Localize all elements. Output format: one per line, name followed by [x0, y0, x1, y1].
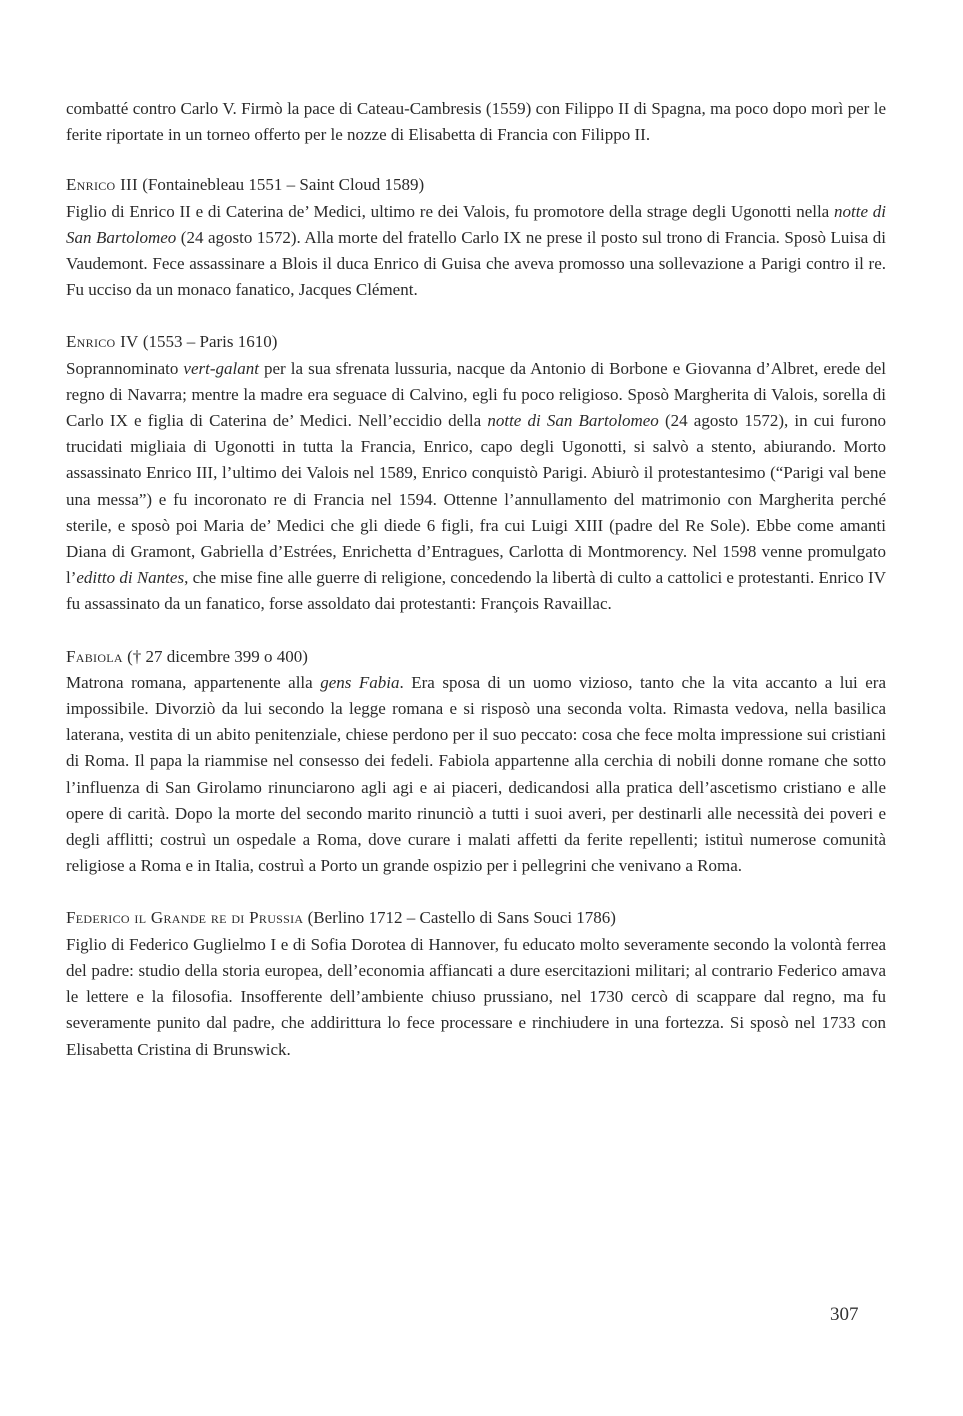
entry-dates: (Berlino 1712 – Castello di Sans Souci 1786) — [307, 908, 616, 928]
entry-name: Federico il Grande re di Prussia — [66, 908, 304, 928]
page-body — [66, 96, 886, 1089]
entry-heading — [66, 905, 886, 931]
entry-body: Figlio di Enrico II e di Caterina de’ Medici, ultimo re dei Valois, fu promotore della strage degli Ugonotti nella notte di San Bartolomeo (24 agosto 1572). Alla morte del fratello Carlo IX ne prese il posto sul trono di Francia. Sposò Luisa di Vaudemont. Fece assassinare a Blois il duca Enrico di Guisa che aveva promosso una sollevazione a Parigi contro il re. Fu ucciso da un monaco fanatico, Jacques Clément. — [66, 201, 887, 300]
entry-continuation — [66, 96, 886, 148]
entry-name: Enrico III — [66, 175, 138, 195]
entry-fabiola — [66, 644, 886, 880]
entry-name: Enrico IV — [66, 332, 139, 352]
entry-heading — [66, 644, 886, 670]
entry-body: Matrona romana, appartenente alla gens Fabia. Era sposa di un uomo vizioso, tanto che la vita accanto a lui era impossibile. Divorziò da lui secondo la legge romana e si risposò una seconda volta. Rimasta vedova, nella basilica laterana, vestita di un abito penitenziale, chiese perdono per il suo peccato: cosa che fece molta impressione sui cristiani di Roma. Il papa la riammise nel consesso dei fedeli. Fabiola appartenne alla cerchia di nobili donne romane che sotto l’influenza di San Girolamo rinunciarono agli agi e ai piaceri, dedicandosi alla pratica dell’ascetismo cristiano e alle opere di carità. Dopo la morte del secondo marito rinunciò a tutti i suoi averi, per destinarli alle necessità dei poveri e degli afflitti; costruì un ospedale a Roma, dove curare i malati affetti da ferite repellenti; istituì numerose comunità religiose a Roma e in Italia, costruì a Porto un grande ospizio per i pellegrini che venivano a Roma. — [66, 672, 886, 876]
entry-body: Soprannominato vert-galant per la sua sfrenata lussuria, nacque da Antonio di Borbone e Giovanna d’Albret, erede del regno di Navarra; mentre la madre era seguace di Calvino, egli fu poco religioso. Sposò Margherita di Valois, sorella di Carlo IX e figlia di Caterina de’ Medici. Nell’eccidio della notte di San Bartolomeo (24 agosto 1572), in cui furono trucidati migliaia di Ugonotti in tutta la Francia, Enrico, capo degli Ugonotti, si salvò a stento, abiurando. Morto assassinato Enrico III, l’ultimo dei Valois nel 1589, Enrico conquistò Parigi. Abiurò il protestantesimo (“Parigi val bene una messa”) e fu incoronato re di Francia nel 1594. Ottenne l’annullamento del matrimonio con Margherita perché sterile, e sposò poi Maria de’ Medici che gli diede 6 figli, fra cui Luigi XIII (padre del Re Sole). Ebbe come amanti Diana di Gramont, Gabriella d’Estrées, Enrichetta d’Entragues, Carlotta di Montmorency. Nel 1598 venne promulgato l’editto di Nantes, che mise fine alle guerre di religione, concedendo la libertà di culto a cattolici e protestanti. Enrico IV fu assassinato da un fanatico, forse assoldato dai protestanti: François Ravaillac. — [66, 358, 886, 614]
entry-dates: (Fontainebleau 1551 – Saint Cloud 1589) — [142, 175, 425, 195]
entry-enrico-iii — [66, 172, 886, 303]
entry-body: combatté contro Carlo V. Firmò la pace di Cateau-Cambresis (1559) con Filippo II di Spagna, ma poco dopo morì per le ferite riportate in un torneo offerto per le nozze di Elisabetta di Francia con Filippo II. — [66, 99, 886, 145]
entry-dates: († 27 dicembre 399 o 400) — [127, 646, 308, 666]
entry-dates: (1553 – Paris 1610) — [142, 332, 278, 352]
entry-enrico-iv — [66, 329, 886, 617]
entry-federico-il-grande — [66, 905, 886, 1062]
entry-name: Fabiola — [66, 646, 123, 666]
entry-heading — [66, 329, 886, 355]
entry-body: Figlio di Federico Guglielmo I e di Sofia Dorotea di Hannover, fu educato molto severamente secondo la volontà ferrea del padre: studio della storia europea, dell’economia affiancati a dure esercitazioni militari; al contrario Federico amava le lettere e la filosofia. Insofferente dell’ambiente chiuso prussiano, nel 1730 cercò di scappare dal regno, ma fu severamente punito dal padre, che addirittura lo fece processare e rinchiudere in una fortezza. Si sposò nel 1733 con Elisabetta Cristina di Brunswick. — [66, 934, 886, 1059]
page-number: 307 — [830, 1304, 859, 1325]
entry-heading — [66, 172, 886, 198]
